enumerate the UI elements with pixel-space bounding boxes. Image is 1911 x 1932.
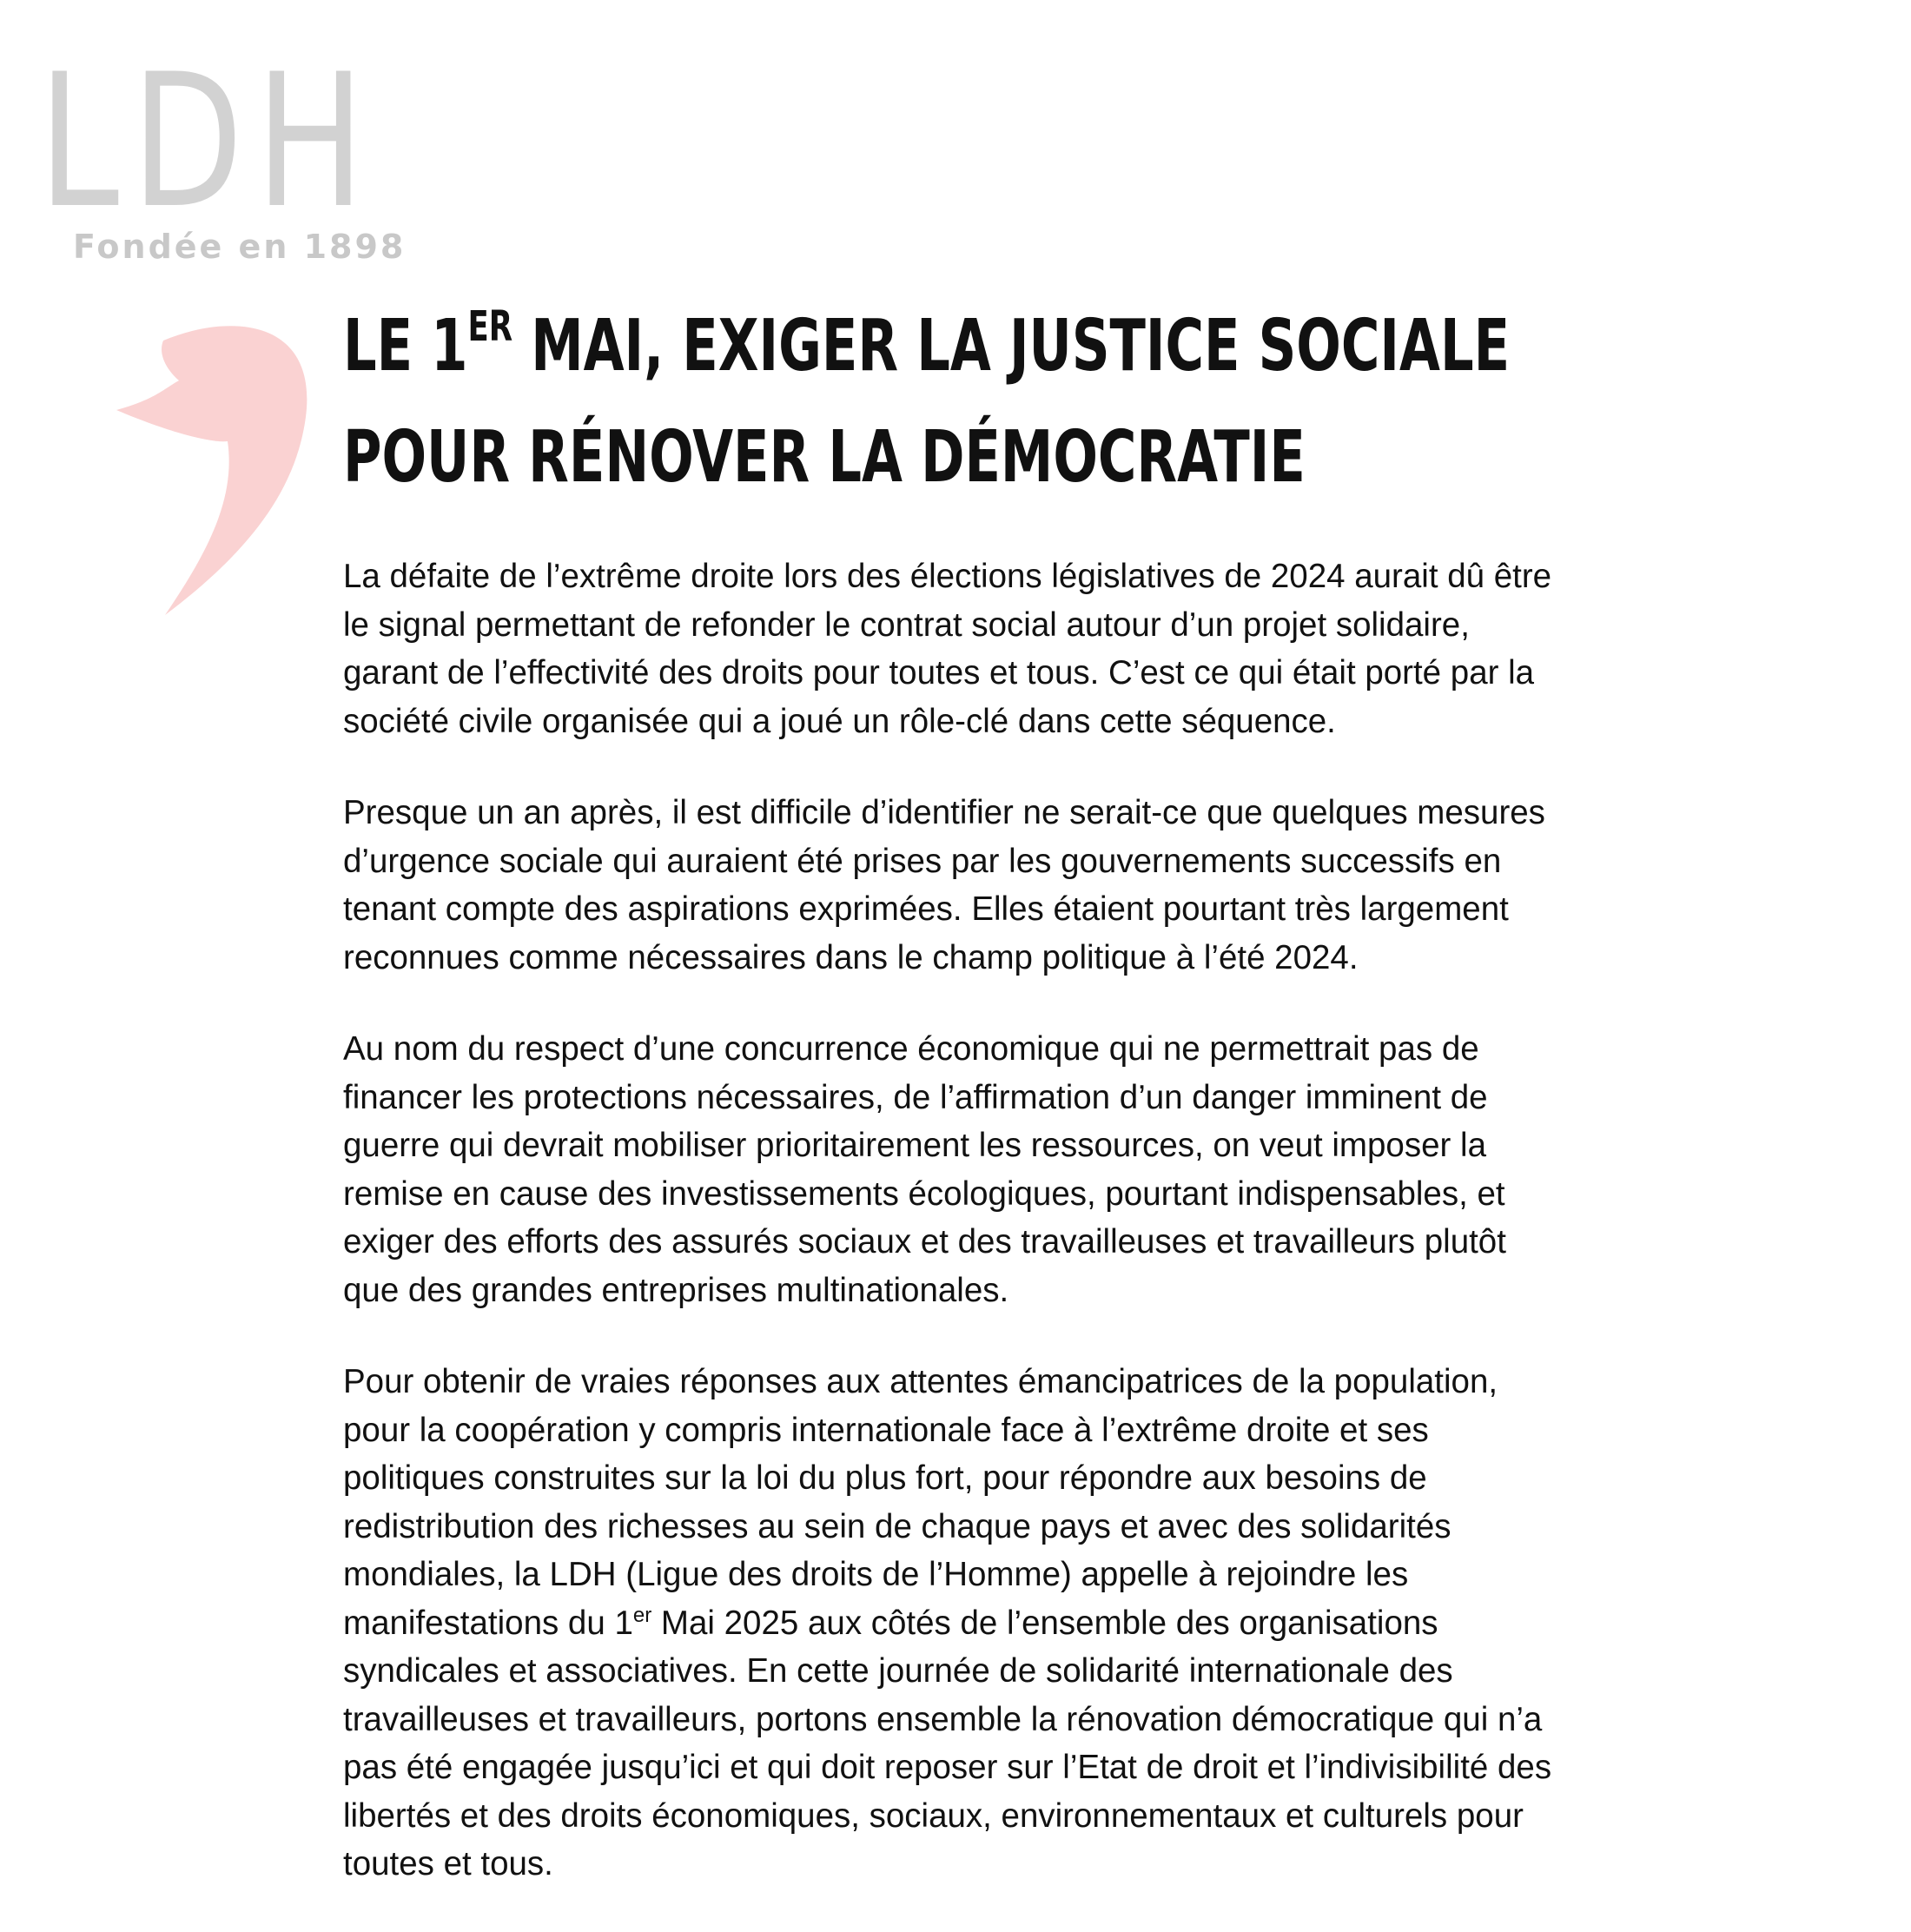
text-line: garant de l’effectivité des droits pour toutes et tous. C’est ce qui était porté par la	[343, 654, 1535, 691]
text-line: Au nom du respect d’une concurrence économique qui ne permettrait pas de	[343, 1030, 1479, 1068]
title-line-1: LE 1ER MAI, EXIGER LA JUSTICE SOCIALE	[343, 302, 1511, 387]
ldh-logo-founded: Fondée en 1898	[73, 228, 407, 266]
text-line: toutes et tous.	[343, 1845, 553, 1882]
text-line: redistribution des richesses au sein de chaque pays et avec des solidarités	[343, 1507, 1451, 1545]
text-line: d’urgence sociale qui auraient été prises par les gouvernements successifs en	[343, 842, 1502, 880]
paragraph-3	[343, 1025, 1681, 1314]
text-line: exiger des efforts des assurés sociaux et des travailleuses et travailleurs plutôt	[343, 1223, 1506, 1260]
text-line: libertés et des droits économiques, sociaux, environnementaux et culturels pour	[343, 1796, 1524, 1835]
text-line: La défaite de l’extrême droite lors des élections législatives de 2024 aurait dû être	[343, 558, 1552, 595]
text-line: pour la coopération y compris internationale face à l’extrême droite et ses	[343, 1411, 1429, 1449]
text-line: remise en cause des investissements écologiques, pourtant indispensables, et	[343, 1174, 1505, 1213]
paragraph-4	[343, 1358, 1681, 1889]
text-line: travailleuses et travailleurs, portons ensemble la rénovation démocratique qui n’a	[343, 1700, 1543, 1738]
page-title	[343, 291, 1511, 513]
title-line-2: POUR RÉNOVER LA DÉMOCRATIE	[343, 416, 1306, 499]
ldh-logo-quote-mark-icon	[116, 326, 307, 615]
text-line: que des grandes entreprises multinationales.	[343, 1271, 1009, 1309]
text-line: le signal permettant de refonder le contrat social autour d’un projet solidaire,	[343, 605, 1470, 644]
text-line: société civile organisée qui a joué un rôle-clé dans cette séquence.	[343, 702, 1336, 740]
paragraph-1	[343, 552, 1681, 745]
text-line: guerre qui devrait mobiliser prioritairement les ressources, on veut imposer la	[343, 1127, 1486, 1164]
text-line: syndicales et associatives. En cette journée de solidarité internationale des	[343, 1652, 1453, 1690]
text-line: reconnues comme nécessaires dans le champ politique à l’été 2024.	[343, 938, 1359, 976]
text-line: financer les protections nécessaires, de l’affirmation d’un danger imminent de	[343, 1078, 1488, 1116]
article-body	[343, 552, 1681, 1932]
text-line: manifestations du 1er Mai 2025 aux côtés de l’ensemble des organisations	[343, 1603, 1438, 1642]
ldh-logo-letters: LDH	[38, 35, 377, 248]
text-line: Presque un an après, il est difficile d’identifier ne serait-ce que quelques mesures	[343, 794, 1545, 831]
paragraph-2	[343, 789, 1681, 982]
text-line: mondiales, la LDH (Ligue des droits de l’Homme) appelle à rejoindre les	[343, 1556, 1409, 1593]
text-line: pas été engagée jusqu’ici et qui doit reposer sur l’Etat de droit et l’indivisibilité des	[343, 1749, 1552, 1786]
text-line: tenant compte des aspirations exprimées. Elles étaient pourtant très largement	[343, 890, 1509, 928]
title-superscript: ER	[467, 302, 513, 351]
text-line: Pour obtenir de vraies réponses aux attentes émancipatrices de la population,	[343, 1363, 1498, 1400]
text-superscript: er	[632, 1603, 652, 1627]
text-line: politiques construites sur la loi du plus fort, pour répondre aux besoins de	[343, 1459, 1427, 1497]
